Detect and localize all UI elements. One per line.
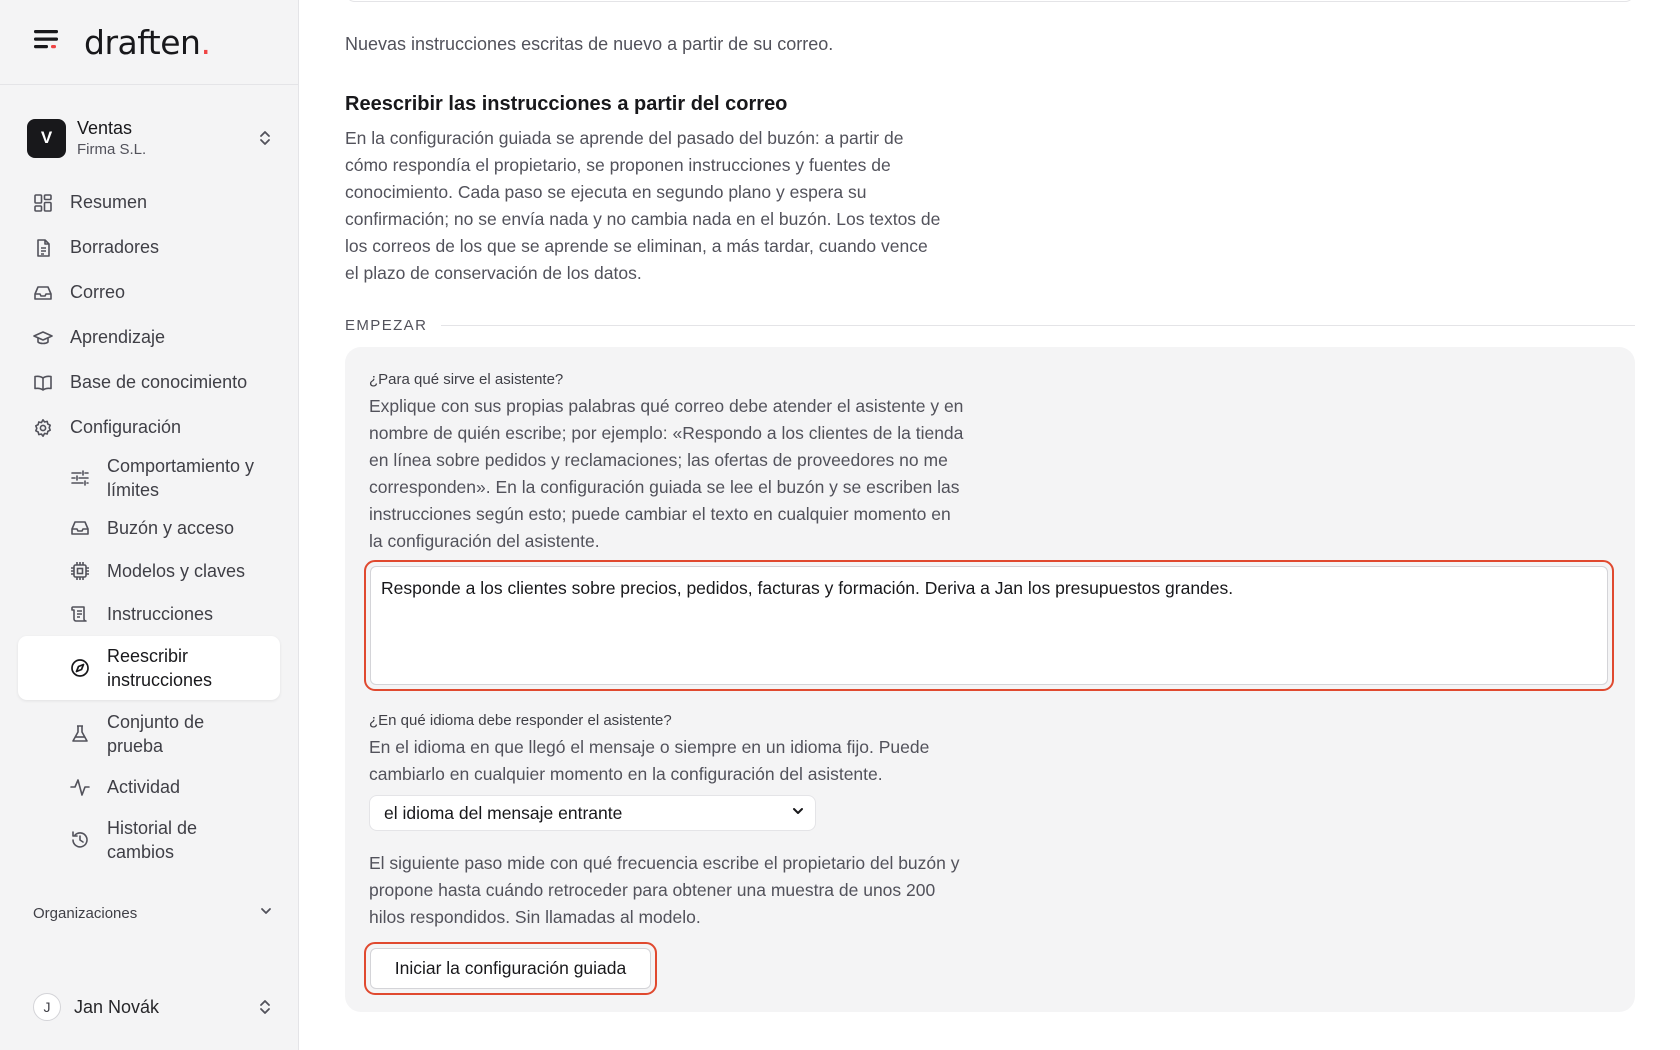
sidebar [0,0,299,1050]
menu-icon [34,29,60,56]
inbox-icon [69,517,91,539]
organizations-label: Organizaciones [33,905,138,922]
graduation-cap-icon [32,327,54,349]
menu-toggle-button[interactable] [34,29,60,55]
sidebar-item-label: Comportamiento y límites [107,456,255,500]
workspace-name: Ventas [77,117,133,138]
nav-label: Aprendizaje [70,327,166,347]
language-select[interactable] [369,795,816,831]
sidebar-item-label: Instrucciones [107,603,214,624]
workspace-avatar: V [27,119,66,158]
main-nav [18,180,280,872]
section-divider [345,317,1635,334]
sidebar-item-actividad[interactable] [18,766,280,808]
flask-icon [69,723,91,745]
sidebar-item-label: Modelos y claves [107,560,246,581]
nav-item-correo[interactable] [18,270,280,315]
compass-icon [69,657,91,679]
user-name: Jan Novák [74,996,160,1017]
nav-label: Correo [70,282,126,302]
brand-header [0,0,298,85]
language-label: ¿En qué idioma debe responder el asistente? [369,712,672,729]
sidebar-item-buzon[interactable] [18,506,280,549]
nav-item-configuracion[interactable] [18,405,280,450]
organizations-toggle[interactable] [33,904,273,923]
sidebar-item-modelos[interactable] [18,549,280,592]
page-description: En la configuración guiada se aprende del pasado del buzón: a partir de cómo respondía el propietario, se proponen instrucciones y fuentes de conocimiento. Cada paso se ejecuta en segundo plano y espera su confirmación; no se envía nada y no cambia nada en el buzón. Los textos de los correos de los que se aprende se eliminan, a más tardar, cuando vence el plazo de conservación de los datos. [345,128,941,283]
workspace-org: Firma S.L. [77,140,147,158]
sidebar-item-instrucciones[interactable] [18,592,280,635]
divider [441,325,1635,326]
sidebar-item-label: Historial de cambios [107,818,198,862]
previous-card-edge [345,0,1635,2]
sidebar-item-comportamiento[interactable] [18,450,280,506]
purpose-label: ¿Para qué sirve el asistente? [369,371,564,388]
user-menu[interactable] [33,993,273,1021]
chevron-down-icon [791,804,805,823]
history-icon [69,829,91,851]
sidebar-item-label: Conjunto de prueba [107,712,205,756]
nav-item-base-de-conocimiento[interactable] [18,360,280,405]
start-guided-setup-button[interactable]: Iniciar la configuración guiada [370,948,651,989]
page-title: Reescribir las instrucciones a partir del correo [345,93,788,115]
gear-icon [32,417,54,439]
chip-icon [69,560,91,582]
nav-item-aprendizaje[interactable] [18,315,280,360]
sidebar-item-reescribir[interactable] [18,636,280,700]
sidebar-item-historial[interactable] [18,808,280,872]
setup-panel [345,347,1635,1012]
inbox-icon [32,282,54,304]
sidebar-item-label: Reescribir instrucciones [107,646,213,690]
chevron-up-down-icon [257,129,273,147]
chevron-up-down-icon [257,998,273,1016]
brand-logo[interactable]: draften. [84,22,211,62]
activity-icon [69,776,91,798]
language-help: En el idioma en que llegó el mensaje o siempre en un idioma fijo. Puede cambiarlo en cualquier momento en la configuración del asistente. [369,737,930,784]
nav-label: Base de conocimiento [70,372,248,392]
purpose-help: Explique con sus propias palabras qué correo debe atender el asistente y en nombre de quién escribe; por ejemplo: «Respondo a los clientes de la tienda en línea sobre pedidos y reclamaciones; las ofertas de proveedores no me corresponden». En la configuración guiada se lee el buzón y se escriben las instrucciones según esto; puede cambiar el texto en cualquier momento en la configuración del asistente. [369,396,964,551]
document-icon [32,237,54,259]
nav-item-borradores[interactable] [18,225,280,270]
scroll-icon [69,603,91,625]
next-step-note: El siguiente paso mide con qué frecuencia escribe el propietario del buzón y propone hasta cuándo retroceder para obtener una muestra de unos 200 hilos respondidos. Sin llamadas al modelo. [369,853,960,927]
intro-text: Nuevas instrucciones escritas de nuevo a partir de su correo. [345,34,834,54]
book-icon [32,372,54,394]
purpose-highlight [364,560,1614,691]
chevron-down-icon [259,904,273,923]
sliders-icon [69,467,91,489]
language-select-value: el idioma del mensaje entrante [384,802,623,823]
nav-item-resumen[interactable] [18,180,280,225]
nav-label: Resumen [70,192,148,212]
nav-label: Configuración [70,417,182,437]
sidebar-item-conjunto[interactable] [18,702,280,766]
start-button-highlight [364,942,657,995]
avatar: J [33,993,61,1021]
nav-label: Borradores [70,237,160,257]
dashboard-icon [32,192,54,214]
section-label: EMPEZAR [345,317,428,334]
sidebar-item-label: Actividad [107,777,181,797]
purpose-textarea[interactable] [370,566,1608,685]
sidebar-item-label: Buzón y acceso [107,517,235,538]
workspace-switcher[interactable] [27,113,273,163]
